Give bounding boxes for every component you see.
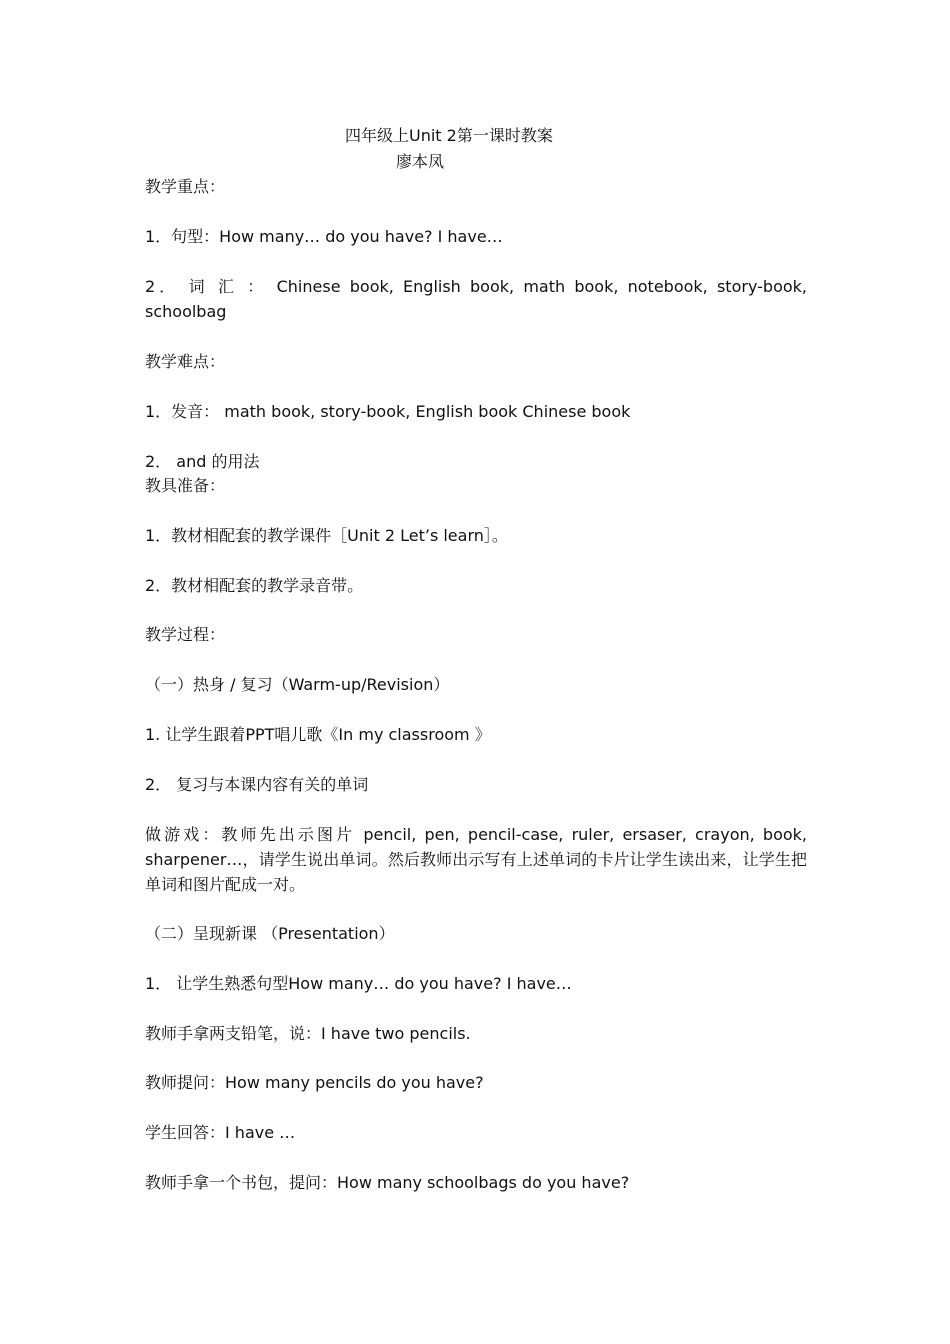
paragraph-teacher-schoolbag: 教师手拿一个书包，提问：How many schoolbags do you have? xyxy=(145,1173,630,1192)
paragraph-sing-song: 1. 让学生跟着PPT唱儿歌《In my classroom 》 xyxy=(145,725,491,744)
paragraph-familiarize-pattern: 1． 让学生熟悉句型How many… do you have? I have… xyxy=(145,974,572,993)
paragraph-teacher-pencils: 教师手拿两支铅笔，说：I have two pencils. xyxy=(145,1024,471,1043)
subsection-warm-up: （一）热身 / 复习（Warm-up/Revision） xyxy=(145,675,450,694)
section-heading-key-points: 教学重点： xyxy=(145,177,226,196)
author-name: 廖本凤 xyxy=(396,152,445,171)
paragraph-game: 做游戏：教师先出示图片 pencil, pen, pencil-case, ruler, ersaser, crayon, book, sharpener…，请学生说出单词。然后教师出示写有上述单词的卡片让学生读出来，让学生把单词和图片配成一对。 xyxy=(145,825,807,894)
paragraph-teacher-question: 教师提问：How many pencils do you have? xyxy=(145,1073,484,1092)
paragraph-audio-tape: 2．教材相配套的教学录音带。 xyxy=(145,576,364,595)
paragraph-sentence-pattern: 1．句型：How many… do you have? I have… xyxy=(145,227,503,246)
section-heading-process: 教学过程： xyxy=(145,625,226,644)
paragraph-vocabulary-continued: schoolbag xyxy=(145,302,227,321)
paragraph-review-words: 2． 复习与本课内容有关的单词 xyxy=(145,775,369,794)
subsection-presentation: （二）呈现新课 （Presentation） xyxy=(145,924,395,943)
paragraph-and-usage: 2． and 的用法 xyxy=(145,452,260,471)
paragraph-student-answer: 学生回答：I have … xyxy=(145,1123,296,1142)
section-heading-materials: 教具准备： xyxy=(145,476,226,495)
section-heading-difficult-points: 教学难点： xyxy=(145,352,226,371)
document-title: 四年级上Unit 2第一课时教案 xyxy=(345,126,553,145)
paragraph-pronunciation: 1．发音： math book, story-book, English book Chinese book xyxy=(145,402,631,421)
paragraph-courseware: 1．教材相配套的教学课件［Unit 2 Let’s learn］。 xyxy=(145,526,508,545)
paragraph-vocabulary: 2． 词 汇 ： Chinese book, English book, math book, notebook, story-book, xyxy=(145,277,807,296)
